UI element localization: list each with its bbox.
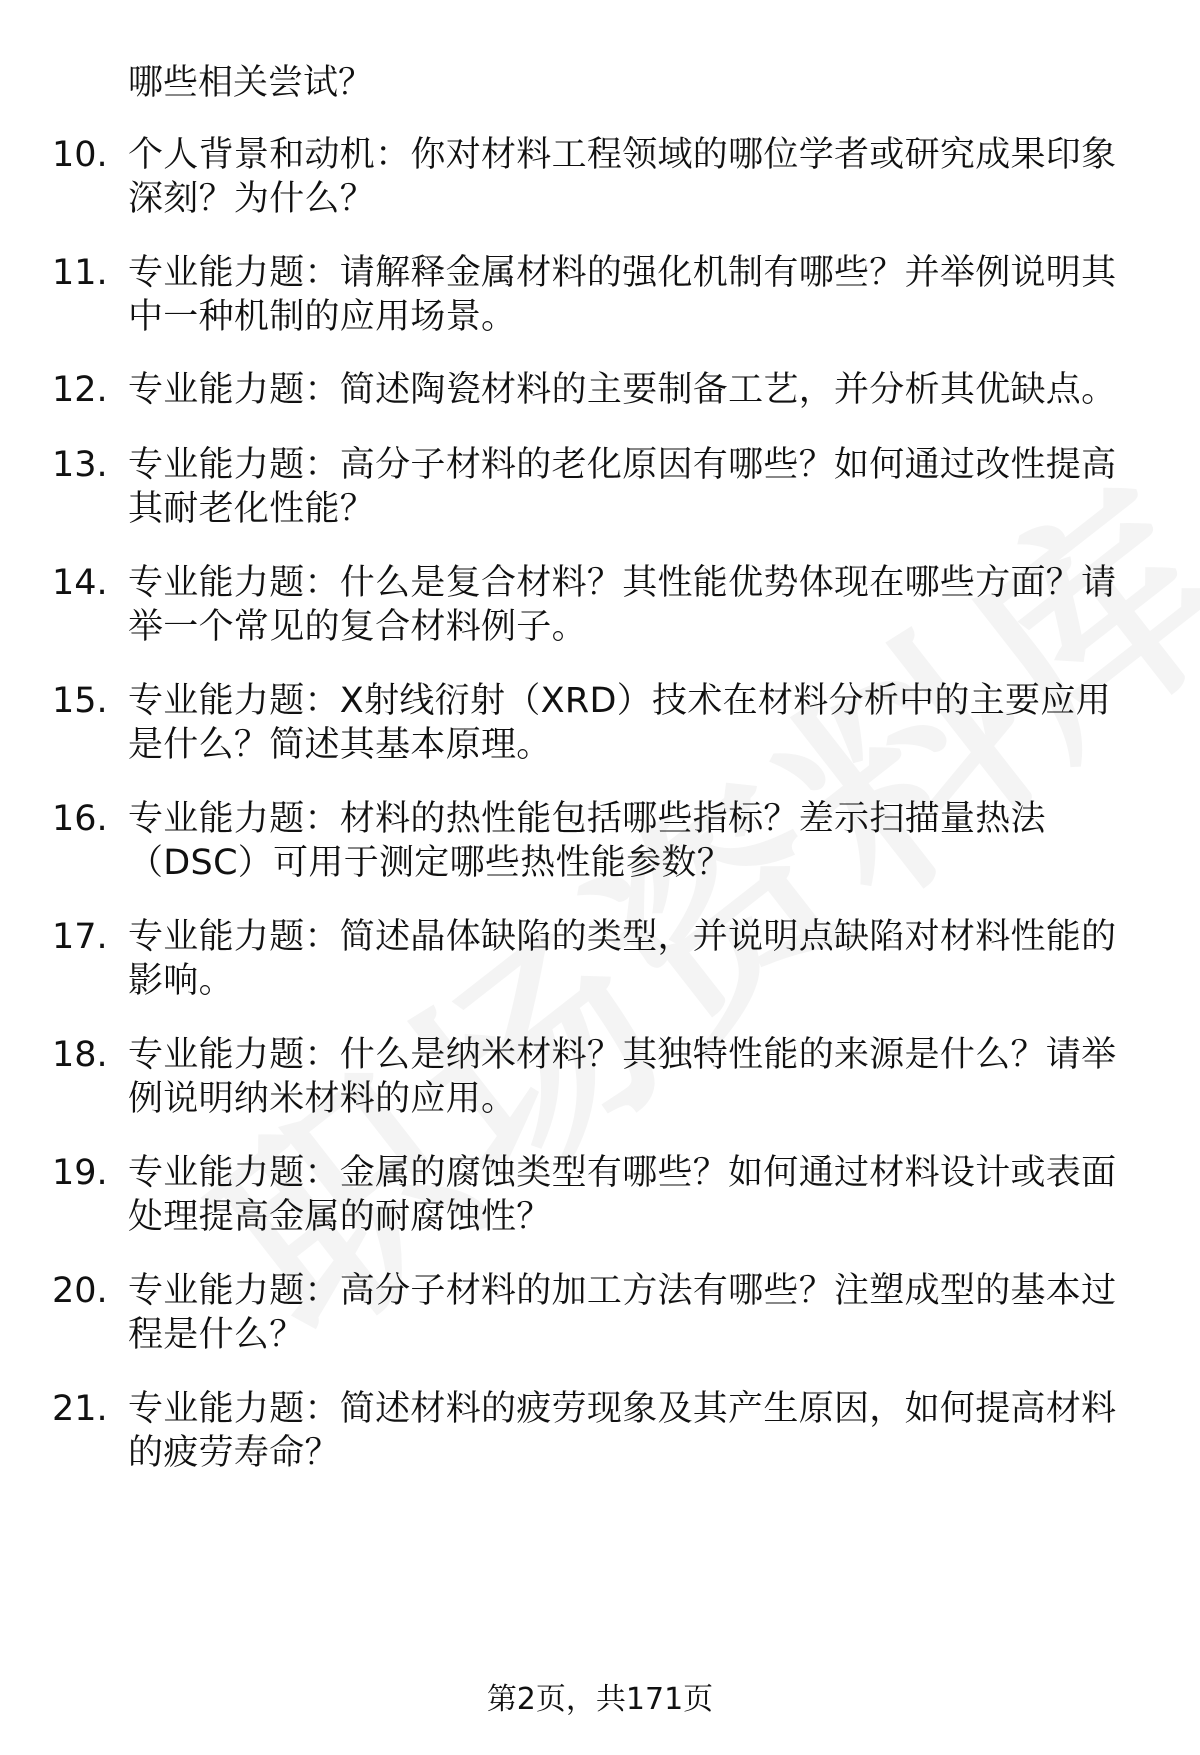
question-text-line2: 是什么？简述其基本原理。 <box>128 725 552 765</box>
question-number: 11. <box>52 253 108 293</box>
question-number: 18. <box>52 1035 108 1075</box>
question-number: 21. <box>52 1389 108 1429</box>
question-text-line2: 处理提高金属的耐腐蚀性？ <box>128 1197 552 1237</box>
continuation-text: 哪些相关尝试？ <box>128 63 374 103</box>
question-text-line2: 程是什么？ <box>128 1315 305 1355</box>
question-text-line1: 专业能力题：金属的腐蚀类型有哪些？如何通过材料设计或表面 <box>128 1153 1117 1193</box>
question-number: 12. <box>52 370 108 410</box>
question-text-line1: 专业能力题：请解释金属材料的强化机制有哪些？并举例说明其 <box>128 253 1117 293</box>
question-text-line2: 影响。 <box>128 961 234 1001</box>
question-text-line2: 的疲劳寿命？ <box>128 1433 340 1473</box>
question-text-line1: 专业能力题：简述材料的疲劳现象及其产生原因，如何提高材料 <box>128 1389 1117 1429</box>
question-text-line1: 专业能力题：高分子材料的加工方法有哪些？注塑成型的基本过 <box>128 1271 1117 1311</box>
question-text-line1: 个人背景和动机：你对材料工程领域的哪位学者或研究成果印象 <box>128 135 1117 175</box>
question-number: 15. <box>52 681 108 721</box>
question-text-line1: 专业能力题：简述陶瓷材料的主要制备工艺，并分析其优缺点。 <box>128 370 1117 410</box>
question-text-line2: 举一个常见的复合材料例子。 <box>128 607 587 647</box>
question-text-line1: 专业能力题：X射线衍射（XRD）技术在材料分析中的主要应用 <box>128 681 1111 721</box>
question-text-line1: 专业能力题：什么是复合材料？其性能优势体现在哪些方面？请 <box>128 563 1117 603</box>
question-number: 20. <box>52 1271 108 1311</box>
question-number: 16. <box>52 799 108 839</box>
question-text-line1: 专业能力题：简述晶体缺陷的类型，并说明点缺陷对材料性能的 <box>128 917 1117 957</box>
question-number: 14. <box>52 563 108 603</box>
question-text-line1: 专业能力题：材料的热性能包括哪些指标？差示扫描量热法 <box>128 799 1046 839</box>
question-text-line2: 深刻？为什么？ <box>128 179 376 219</box>
question-text-line2: 其耐老化性能？ <box>128 489 376 529</box>
question-text-line2: 中一种机制的应用场景。 <box>128 297 517 337</box>
question-number: 17. <box>52 917 108 957</box>
page-footer: 第2页，共171页 <box>486 1682 714 1717</box>
question-number: 10. <box>52 135 108 175</box>
question-text-line1: 专业能力题：什么是纳米材料？其独特性能的来源是什么？请举 <box>128 1035 1117 1075</box>
question-text-line2: 例说明纳米材料的应用。 <box>128 1079 517 1119</box>
question-text-line2: （DSC）可用于测定哪些热性能参数？ <box>128 843 733 883</box>
question-text-line1: 专业能力题：高分子材料的老化原因有哪些？如何通过改性提高 <box>128 445 1117 485</box>
question-number: 13. <box>52 445 108 485</box>
question-number: 19. <box>52 1153 108 1193</box>
